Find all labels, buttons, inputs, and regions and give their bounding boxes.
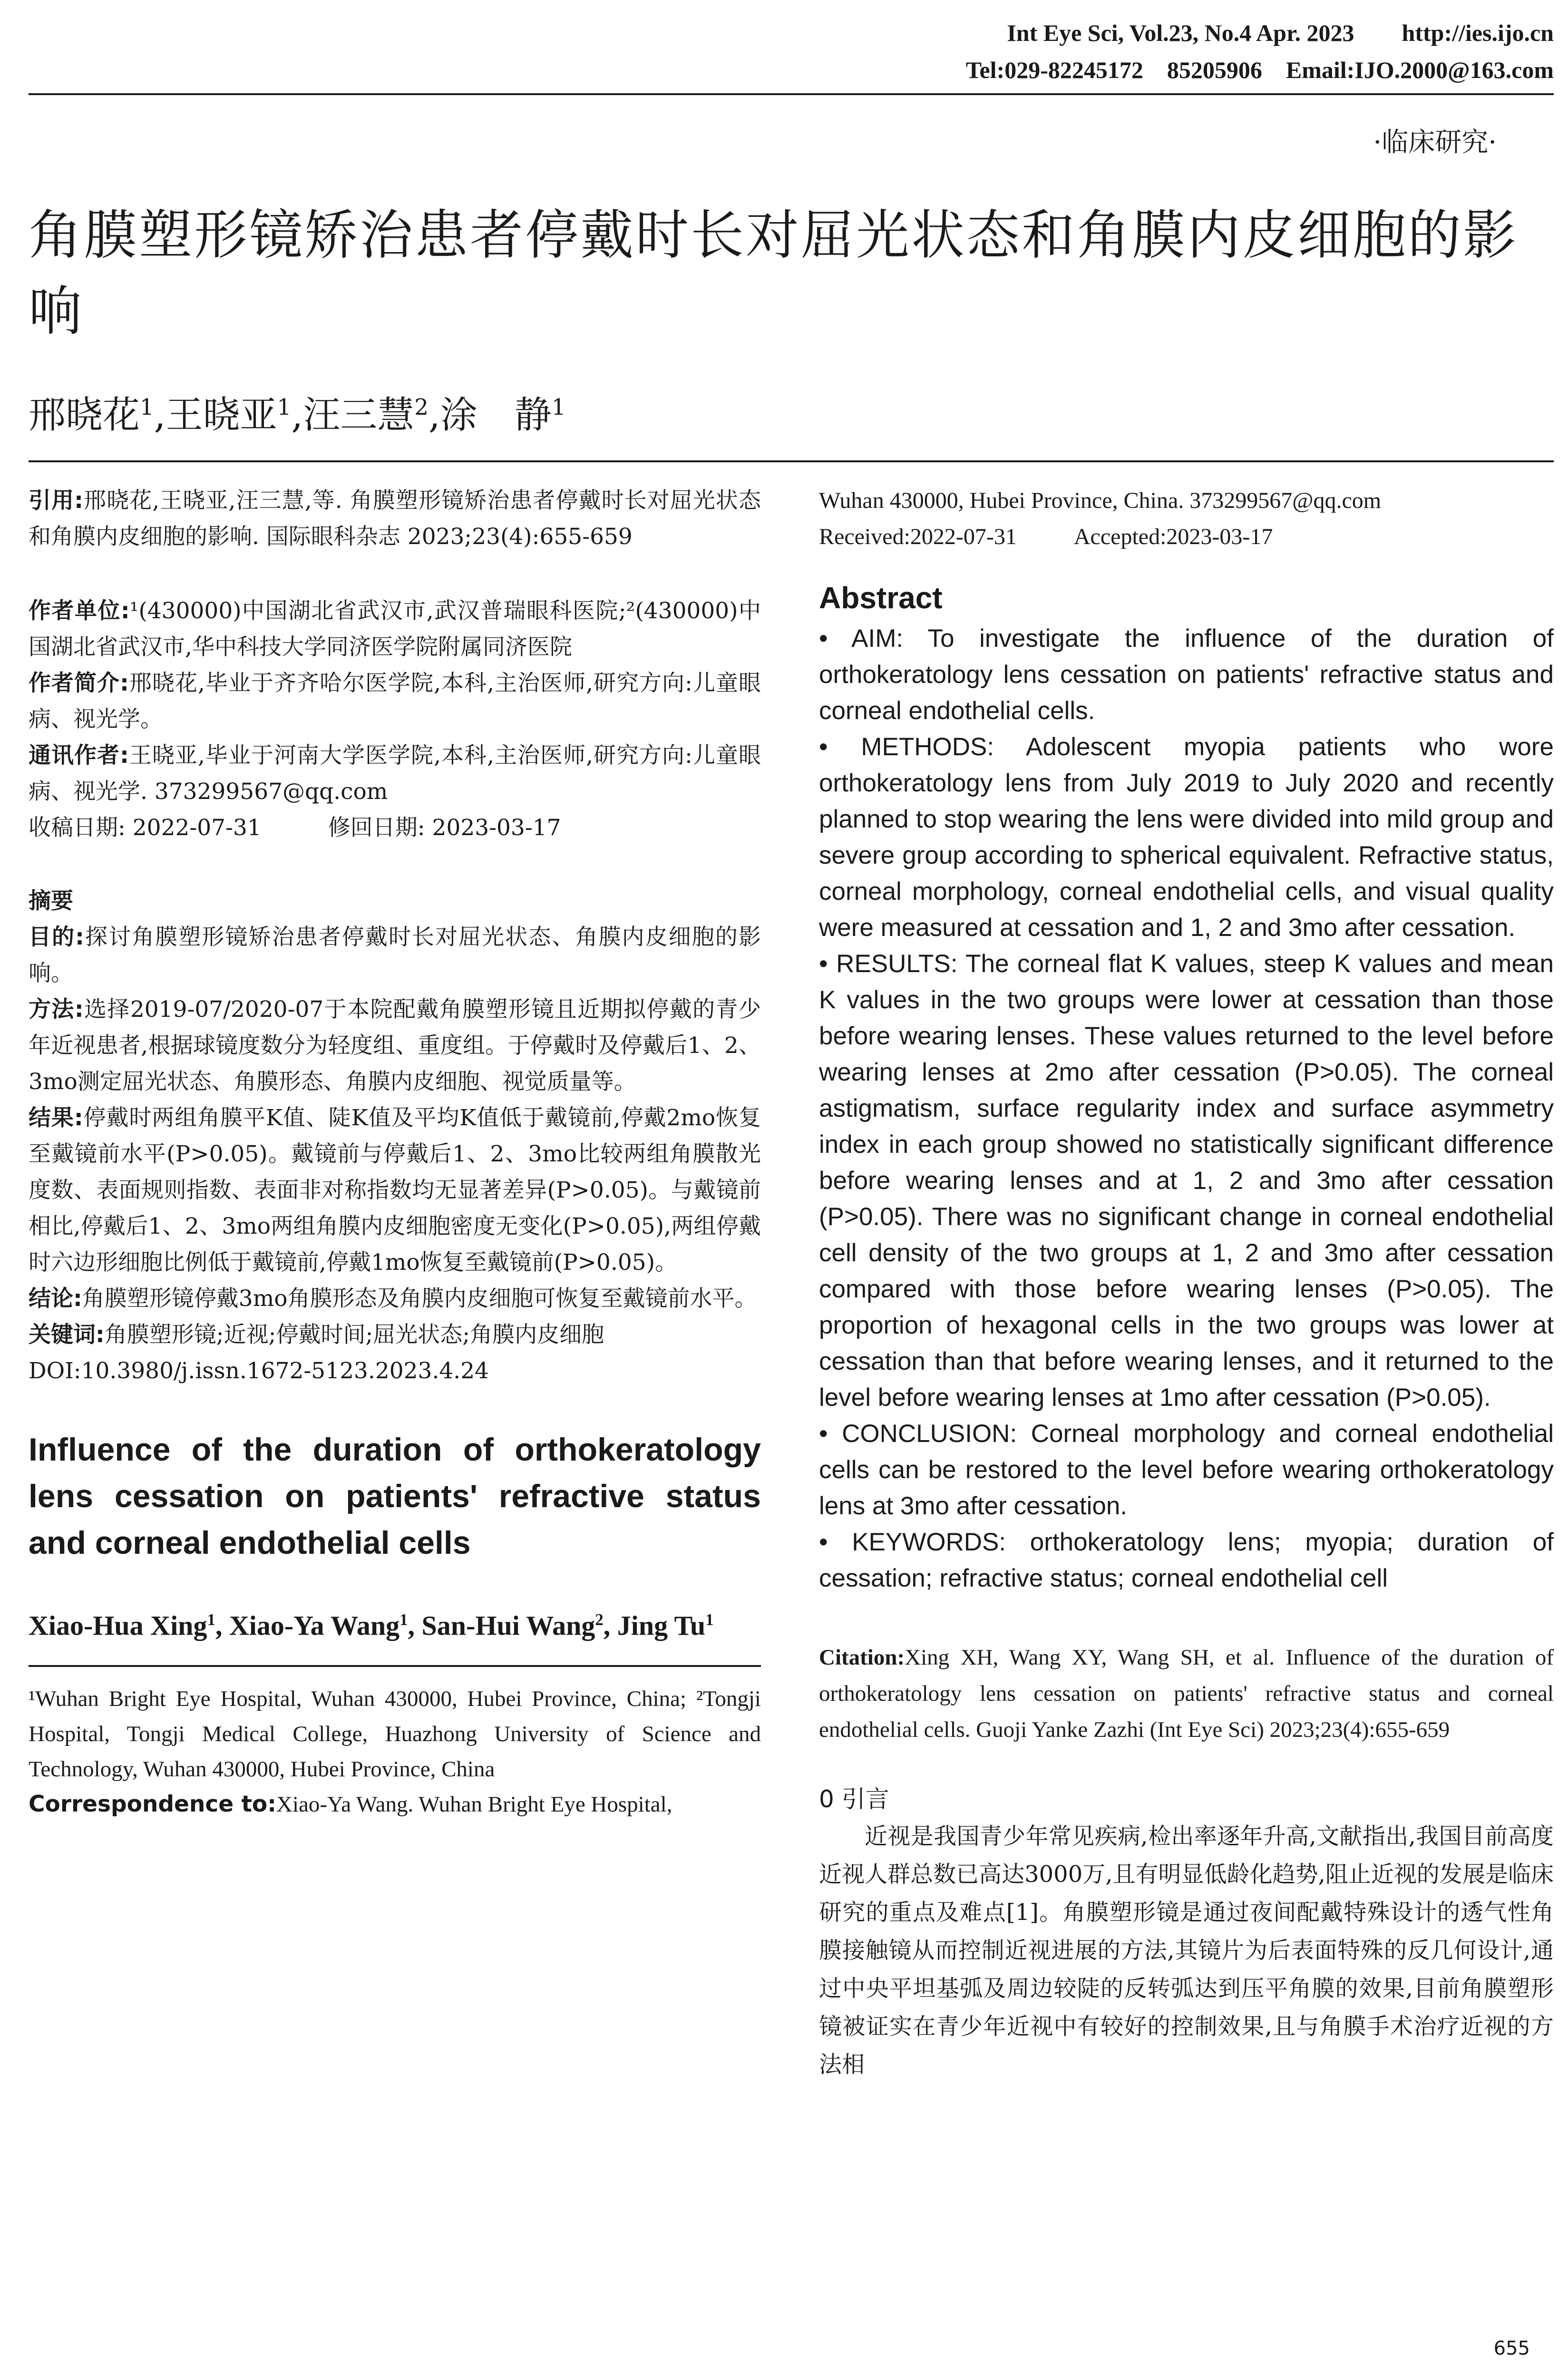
author-en-affiliation-mark: 2 <box>595 1610 604 1629</box>
header-rule <box>29 93 1554 95</box>
author-en-name: Xiao-Hua Xing <box>29 1610 207 1641</box>
author-cn-name: 涂 静 <box>440 394 552 437</box>
keywords-cn: 关键词:角膜塑形镜;近视;停戴时间;屈光状态;角膜内皮细胞 <box>29 1322 604 1348</box>
author-cn-affiliation-mark: 1 <box>140 395 154 420</box>
doi: DOI:10.3980/j.issn.1672-5123.2023.4.24 <box>29 1358 489 1384</box>
english-title: Influence of the duration of orthokeratology lens cessation on patients' refractive status and corneal endothelial cells <box>29 1432 761 1561</box>
author-cn-name: 汪三慧 <box>303 394 415 437</box>
author-cn-name: 王晓亚 <box>166 394 277 437</box>
abstract-aim: • AIM: To investigate the influence of the duration of orthokeratology lens cessation on patients' refractive status and corneal endothelial cells. <box>819 624 1554 725</box>
abstract-cn-heading: 摘要 <box>29 888 73 914</box>
author-en-separator: , <box>603 1610 617 1641</box>
dates-en: Received:2022-07-31 Accepted:2023-03-17 <box>819 524 1273 549</box>
right-column <box>819 483 1554 2084</box>
affiliation-rule <box>29 1665 761 1667</box>
author-en-name: San-Hui Wang <box>421 1610 595 1641</box>
dates-cn: 收稿日期: 2022-07-31 修回日期: 2023-03-17 <box>29 815 561 841</box>
author-en-affiliation-mark: 1 <box>207 1610 215 1629</box>
author-cn-affiliation-mark: 2 <box>414 395 429 420</box>
english-affiliation: ¹Wuhan Bright Eye Hospital, Wuhan 430000, Hubei Province, China; ²Tongji Hospital, Tongji Medical College, Huazhong University of Science and Technology, Wuhan 430000, Hubei Province, China <box>29 1686 761 1782</box>
author-cn-name: 邢晓花 <box>29 394 140 437</box>
abstract-heading: Abstract <box>819 581 943 615</box>
author-rule <box>29 460 1554 462</box>
author-en-affiliation-mark: 1 <box>705 1610 714 1629</box>
abstract-cn-aim: 目的:探讨角膜塑形镜矫治患者停戴时长对屈光状态、角膜内皮细胞的影响。 <box>29 924 761 986</box>
author-cn-affiliation-mark: 1 <box>551 395 566 420</box>
abstract-results: • RESULTS: The corneal flat K values, steep K values and mean K values in the two groups were lower at cessation than those before wearing lenses. These values returned to the level before wearing lenses at 2mo after cessation (P>0.05). The corneal astigmatism, surface regularity index and surface asymmetry index in each group showed no statistically significant difference before wearing lenses and at 1, 2 and 3mo after cessation (P>0.05). There was no significant change in corneal endothelial cell density of the two groups at 1, 2 and 3mo after cessation compared with those before wearing lenses (P>0.05). The proportion of hexagonal cells in the two groups was lower at cessation than that before wearing lenses, and it returned to the level before wearing lenses at 1mo after cessation (P>0.05). <box>819 950 1554 1412</box>
english-correspondence: Correspondence to:Xiao-Ya Wang. Wuhan Bright Eye Hospital, <box>29 1791 672 1818</box>
author-en-separator: , <box>215 1610 229 1641</box>
page-number: 655 <box>1493 2338 1530 2359</box>
abstract-conclusion: • CONCLUSION: Corneal morphology and corneal endothelial cells can be restored to the level before wearing orthokeratology lens at 3mo after cessation. <box>819 1420 1554 1520</box>
article-title: 角膜塑形镜矫治患者停戴时长对屈光状态和角膜内皮细胞的影响 <box>29 205 1518 342</box>
intro-paragraph: 近视是我国青少年常见疾病,检出率逐年升高,文献指出,我国目前高度近视人群总数已高达3000万,且有明显低龄化趋势,阻止近视的发展是临床研究的重点及难点[1]。角膜塑形镜是通过夜间配戴特殊设计的透气性角膜接触镜从而控制近视进展的方法,其镜片为后表面特殊的反几何设计,通过中央平坦基弧及周边较陡的反转弧达到压平角膜的效果,目前角膜塑形镜被证实在青少年近视中有较好的控制效果,且与角膜手术治疗近视的方法相 <box>819 1823 1554 2078</box>
left-column <box>29 483 761 1822</box>
author-bio-cn: 作者简介:邢晓花,毕业于齐齐哈尔医学院,本科,主治医师,研究方向:儿童眼病、视光学。 <box>29 670 761 732</box>
abstract-cn-methods: 方法:选择2019-07/2020-07于本院配戴角膜塑形镜且近期拟停戴的青少年近视患者,根据球镜度数分为轻度组、重度组。于停戴时及停戴后1、2、3mo测定屈光状态、角膜形态、角膜内皮细胞、视觉质量等。 <box>29 996 761 1095</box>
author-cn-separator: , <box>154 394 166 437</box>
author-cn-separator: , <box>291 394 303 437</box>
citation-en: Citation:Xing XH, Wang XY, Wang SH, et al. Influence of the duration of orthokeratology lens cessation on patients' refractive status and corneal endothelial cells. Guoji Yanke Zazhi (Int Eye Sci) 2023;23(4):655-659 <box>819 1645 1554 1742</box>
author-cn-separator: , <box>428 394 440 437</box>
section-tag: ·临床研究· <box>1373 127 1497 158</box>
abstract-cn-results: 结果:停戴时两组角膜平K值、陡K值及平均K值低于戴镜前,停戴2mo恢复至戴镜前水平(P>0.05)。戴镜前与停戴后1、2、3mo比较两组角膜散光度数、表面规则指数、表面非对称指数均无显著差异(P>0.05)。与戴镜前相比,停戴后1、2、3mo两组角膜内皮细胞密度无变化(P>0.05),两组停戴时六边形细胞比例低于戴镜前,停戴1mo恢复至戴镜前(P>0.05)。 <box>29 1105 761 1276</box>
affiliation-cn: 作者单位:¹(430000)中国湖北省武汉市,武汉普瑞眼科医院;²(430000)中国湖北省武汉市,华中科技大学同济医学院附属同济医院 <box>29 598 761 660</box>
correspondence-continued: Wuhan 430000, Hubei Province, China. 373299567@qq.com <box>819 488 1382 513</box>
intro-heading: 0 引言 <box>819 1785 889 1813</box>
abstract-methods: • METHODS: Adolescent myopia patients who wore orthokeratology lens from July 2019 to July 2020 and recently planned to stop wearing the lens were divided into mild group and severe group according to spherical equivalent. Refractive status, corneal morphology, corneal endothelial cells, and visual quality were measured at cessation and 1, 2 and 3mo after cessation. <box>819 733 1554 942</box>
citation-cn: 引用:邢晓花,王晓亚,汪三慧,等. 角膜塑形镜矫治患者停戴时长对屈光状态和角膜内皮细胞的影响. 国际眼科杂志 2023;23(4):655-659 <box>29 487 761 550</box>
author-cn-affiliation-mark: 1 <box>277 395 292 420</box>
journal-header-line1: Int Eye Sci, Vol.23, No.4 Apr. 2023 http://ies.ijo.cn <box>1007 19 1554 46</box>
abstract-keywords: • KEYWORDS: orthokeratology lens; myopia; duration of cessation; refractive status; corneal endothelial cell <box>819 1528 1554 1592</box>
authors-cn <box>29 385 566 438</box>
author-en-name: Xiao-Ya Wang <box>229 1610 400 1641</box>
authors-en <box>29 1599 761 1646</box>
author-en-separator: , <box>408 1610 422 1641</box>
corresponding-cn: 通讯作者:王晓亚,毕业于河南大学医学院,本科,主治医师,研究方向:儿童眼病、视光学. 373299567@qq.com <box>29 742 761 805</box>
abstract-cn-conclusion: 结论:角膜塑形镜停戴3mo角膜形态及角膜内皮细胞可恢复至戴镜前水平。 <box>29 1286 757 1312</box>
author-en-affiliation-mark: 1 <box>399 1610 408 1629</box>
author-en-name: Jing Tu <box>617 1610 706 1641</box>
journal-header-line2: Tel:029-82245172 85205906 Email:IJO.2000@163.com <box>965 57 1554 83</box>
